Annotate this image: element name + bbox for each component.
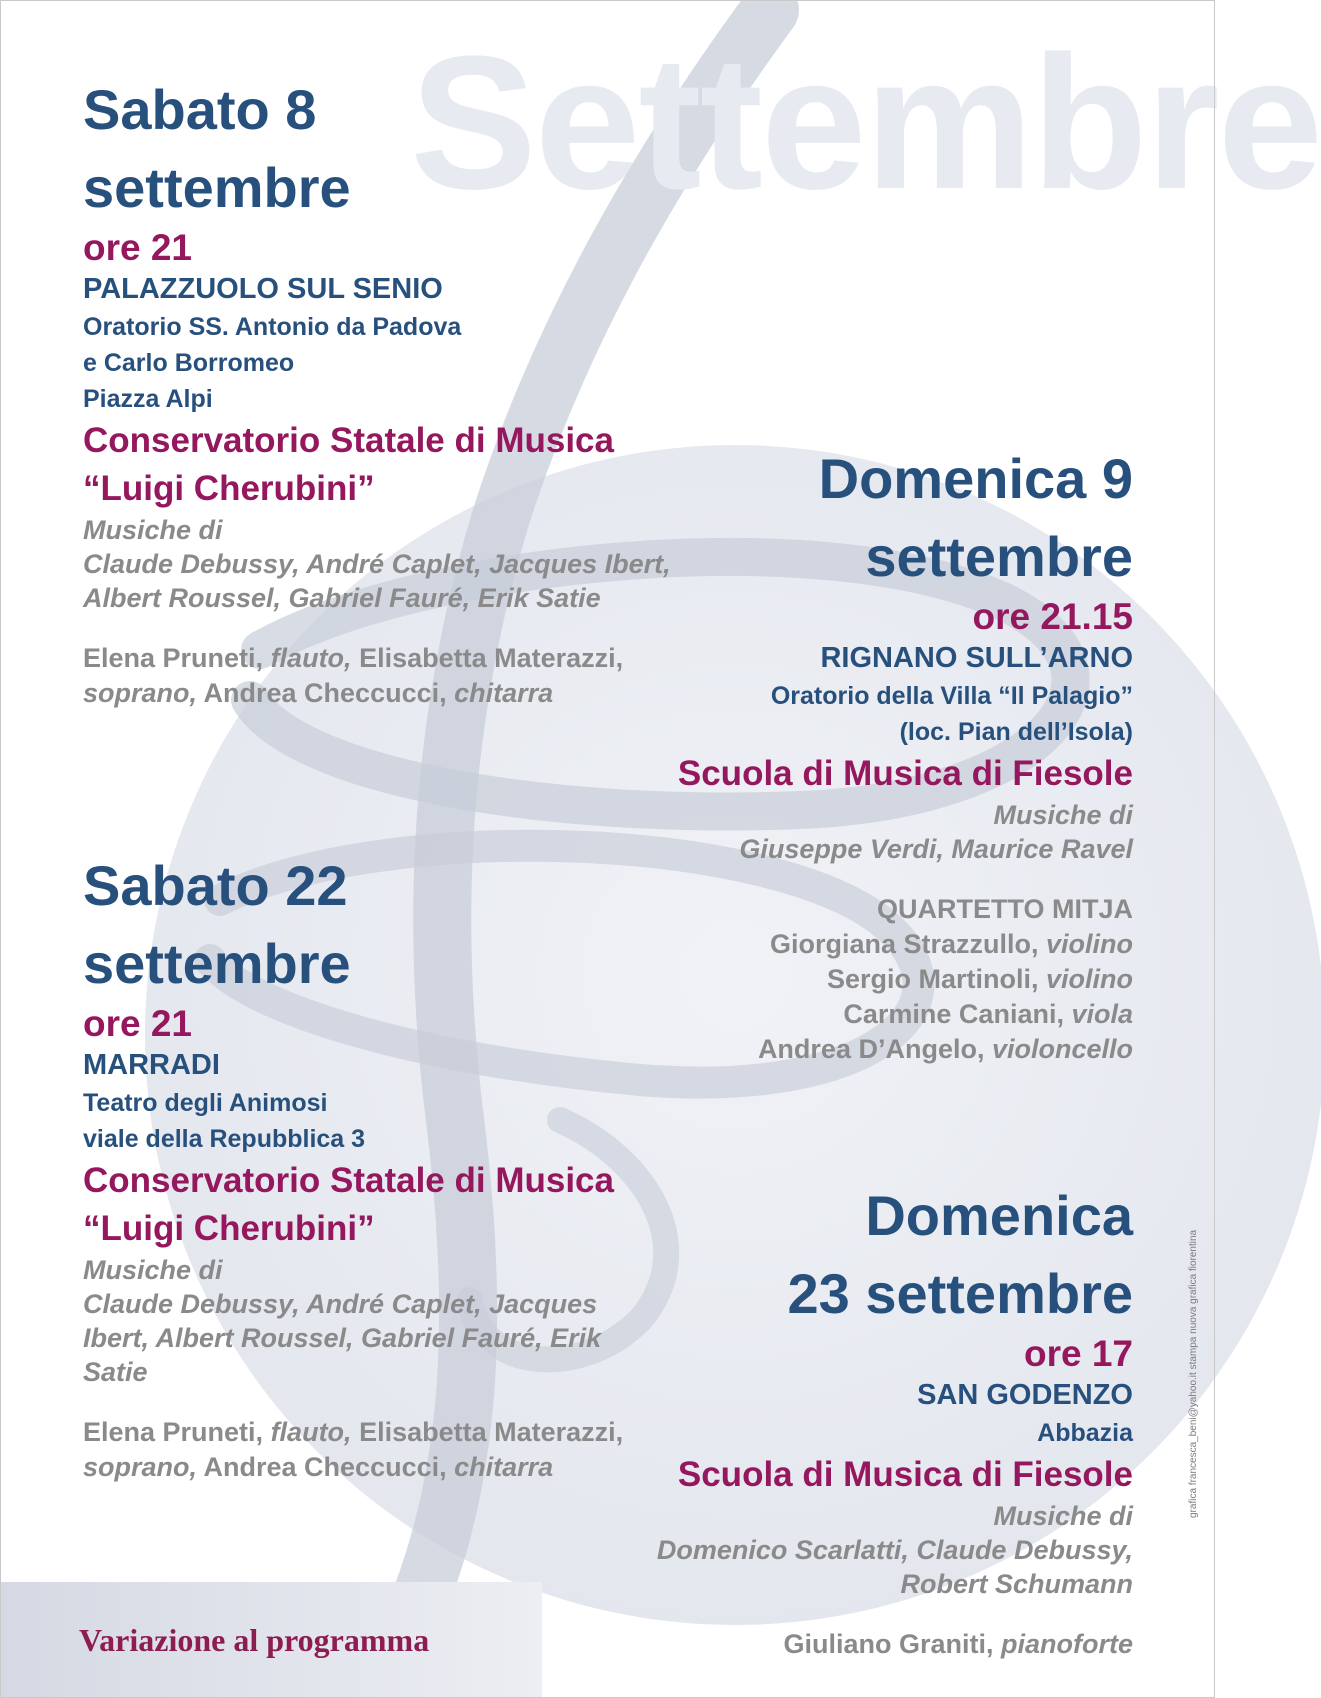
event-performer-line <box>83 1450 623 1485</box>
event-music-line: Domenico Scarlatti, Claude Debussy, <box>656 1535 1133 1565</box>
event-music-line: Robert Schumann <box>900 1569 1133 1599</box>
event-performer-line <box>678 927 1133 962</box>
performer-instrument: soprano, <box>83 678 198 708</box>
event-organizer-line: “Luigi Cherubini” <box>83 469 375 508</box>
event-city: MARRADI <box>83 1049 220 1081</box>
performer-instrument: soprano, <box>83 1452 198 1482</box>
performer-text: Elena Pruneti, <box>83 643 271 673</box>
event-day-line1: Domenica <box>865 1184 1133 1247</box>
performer-text: Elisabetta Materazzi, <box>351 643 624 673</box>
event-organizer-line: Scuola di Musica di Fiesole <box>677 1455 1133 1494</box>
event-day-line2: settembre <box>83 932 351 995</box>
performer-instrument: chitarra <box>454 678 554 708</box>
performer-instrument: violoncello <box>991 1034 1133 1064</box>
watermark-settembre: Settembre <box>410 17 1321 229</box>
event-time: ore 17 <box>1023 1333 1133 1374</box>
event-sabato-22 <box>83 847 623 1485</box>
event-time: ore 21 <box>83 1003 193 1044</box>
event-time: ore 21 <box>83 227 193 268</box>
event-performer-line <box>678 1032 1133 1067</box>
event-venue-line: Oratorio SS. Antonio da Padova <box>83 313 462 341</box>
performer-text: Sergio Martinoli, <box>826 964 1046 994</box>
event-music-line: Albert Roussel, Gabriel Fauré, Erik Satie <box>83 583 601 613</box>
performer-text: Elisabetta Materazzi, <box>351 1417 624 1447</box>
performer-instrument: violino <box>1046 964 1133 994</box>
event-venue-line: (loc. Pian dell’Isola) <box>899 718 1133 746</box>
performer-text: Andrea D’Angelo, <box>757 1034 992 1064</box>
event-performer-line <box>83 1415 623 1450</box>
event-venue-line: Piazza Alpi <box>83 385 213 413</box>
event-city: RIGNANO SULL’ARNO <box>820 642 1133 674</box>
event-venue-line: e Carlo Borromeo <box>83 349 295 377</box>
performer-instrument: flauto, <box>270 1417 352 1447</box>
event-venue-line: viale della Repubblica 3 <box>83 1125 366 1153</box>
event-day-line2: settembre <box>83 156 351 219</box>
event-organizer-line: Scuola di Musica di Fiesole <box>677 754 1133 793</box>
event-performer-line <box>678 892 1133 927</box>
event-music-line: Ibert, Albert Roussel, Gabriel Fauré, Erik <box>83 1323 602 1353</box>
event-venue-line: Oratorio della Villa “Il Palagio” <box>770 682 1133 710</box>
event-day-line2: 23 settembre <box>787 1262 1133 1325</box>
performer-text: Andrea Checcucci, <box>197 678 455 708</box>
event-day-line2: settembre <box>865 525 1133 588</box>
performer-instrument: viola <box>1071 999 1133 1029</box>
event-domenica-9 <box>678 440 1133 1067</box>
footer-variazione: Variazione al programma <box>79 1622 430 1658</box>
event-sabato-8 <box>83 71 671 711</box>
event-organizer-line: Conservatorio Statale di Musica <box>83 421 614 460</box>
event-performer-line <box>83 641 671 676</box>
performer-text: Carmine Caniani, <box>843 999 1072 1029</box>
performer-text: Andrea Checcucci, <box>197 1452 455 1482</box>
event-music-line: Satie <box>83 1357 148 1387</box>
event-time: ore 21.15 <box>972 596 1133 637</box>
event-music-line: Musiche di <box>83 1255 223 1285</box>
performer-instrument: chitarra <box>454 1452 554 1482</box>
event-domenica-23 <box>657 1177 1133 1662</box>
event-music-line: Claude Debussy, André Caplet, Jacques <box>83 1289 598 1319</box>
event-organizer-line: “Luigi Cherubini” <box>83 1209 375 1248</box>
event-city: SAN GODENZO <box>917 1379 1133 1411</box>
performer-instrument: pianoforte <box>1001 1629 1133 1659</box>
event-performer-line <box>678 962 1133 997</box>
event-music-line: Musiche di <box>83 515 223 545</box>
performer-text: Giorgiana Strazzullo, <box>769 929 1046 959</box>
event-music-line: Claude Debussy, André Caplet, Jacques Ibert, <box>83 549 671 579</box>
event-music-line: Giuseppe Verdi, Maurice Ravel <box>739 834 1133 864</box>
event-music-line: Musiche di <box>993 1501 1133 1531</box>
event-day-line1: Sabato 8 <box>83 78 317 141</box>
event-performer-line <box>678 997 1133 1032</box>
print-credit: grafica francesca_beni@yahoo.it stampa nuova grafica fiorentina <box>1188 1229 1199 1518</box>
event-day-line1: Domenica 9 <box>818 447 1133 510</box>
event-organizer-line: Conservatorio Statale di Musica <box>83 1161 614 1200</box>
performer-text: QUARTETTO MITJA <box>877 894 1133 924</box>
event-venue-line: Abbazia <box>1037 1419 1133 1447</box>
performer-instrument: violino <box>1046 929 1133 959</box>
event-day-line1: Sabato 22 <box>83 854 348 917</box>
event-performer-line <box>657 1627 1133 1662</box>
performer-text: Giuliano Graniti, <box>783 1629 1001 1659</box>
performer-text: Elena Pruneti, <box>83 1417 271 1447</box>
event-city: PALAZZUOLO SUL SENIO <box>83 273 443 305</box>
performer-instrument: flauto, <box>270 643 352 673</box>
event-music-line: Musiche di <box>993 800 1133 830</box>
event-performer-line <box>83 676 671 711</box>
event-venue-line: Teatro degli Animosi <box>83 1089 328 1117</box>
